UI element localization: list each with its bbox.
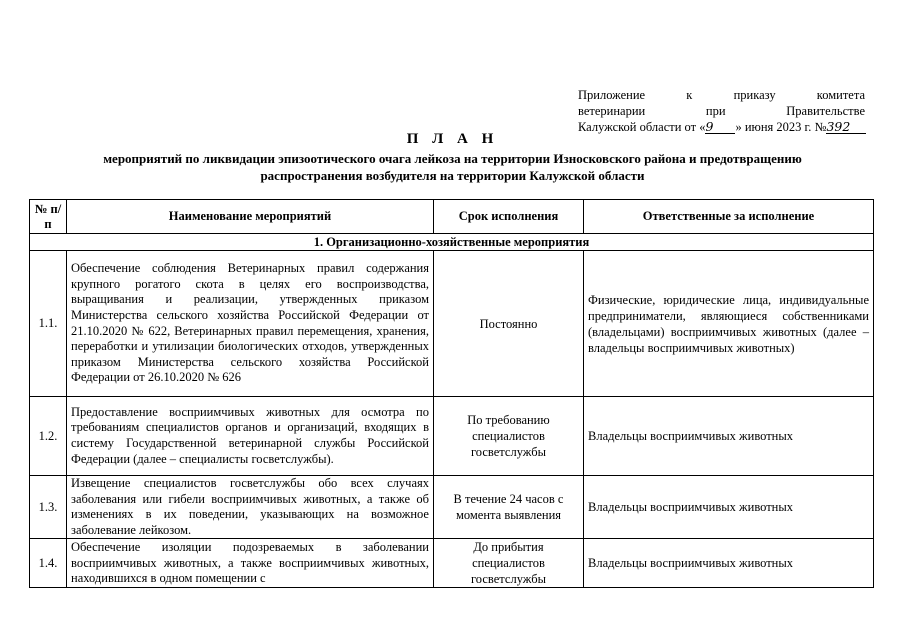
table-row [30, 251, 874, 397]
row-num: 1.1. [30, 251, 67, 397]
row-resp: Владельцы восприимчивых животных [584, 476, 874, 539]
section-title: 1. Организационно-хозяйственные мероприятия [30, 234, 874, 251]
row-term: Постоянно [434, 251, 584, 397]
row-name: Обеспечение изоляции подозреваемых в заболевании восприимчивых животных, а также восприимчивых животных, находившихся в одном помещении с [67, 539, 434, 588]
header-name: Наименование мероприятий [67, 200, 434, 234]
header-num: № п/п [30, 200, 67, 234]
document-title: П Л А Н [406, 131, 499, 147]
appendix-date-prefix: Калужской области от « [578, 120, 706, 134]
appendix-date-middle: » июня 2023 г. № [735, 120, 827, 134]
appendix-note [578, 87, 865, 135]
table-row [30, 539, 874, 588]
row-resp: Владельцы восприимчивых животных [584, 539, 874, 588]
table-header-row [30, 200, 874, 234]
plan-table [29, 199, 874, 588]
row-name: Обеспечение соблюдения Ветеринарных правил содержания крупного рогатого скота в целях его воспроизводства, выращивания и реализации, утвержденных приказом Министерства сельского хозяйства Российской Федерации от 21.10.2020 № 622, Ветеринарных правил перемещения, хранения, переработки и утилизации биологических отходов, утвержденных приказом Министерства сельского хозяйства Российской Федерации от 26.10.2020 № 626 [67, 251, 434, 397]
row-num: 1.2. [30, 397, 67, 476]
header-term: Срок исполнения [434, 200, 584, 234]
row-term: По требованию специалистов госветслужбы [434, 397, 584, 476]
row-term: В течение 24 часов с момента выявления [434, 476, 584, 539]
row-name: Извещение специалистов госветслужбы обо всех случаях заболевания или гибели восприимчивых животных, а также об изменениях в их поведении, указывающих на возможное заболевание лейкозом. [67, 476, 434, 539]
document-subtitle: мероприятий по ликвидации эпизоотического очага лейкоза на территории Износковского района и предотвращению распространения возбудителя на территории Калужской области [103, 151, 802, 183]
section-row [30, 234, 874, 251]
row-term: До прибытия специалистов госветслужбы [434, 539, 584, 588]
header-resp: Ответственные за исполнение [584, 200, 874, 234]
appendix-line-2: ветеринарии при Правительстве [578, 104, 865, 118]
appendix-line-1: Приложение к приказу комитета [578, 88, 865, 102]
row-num: 1.3. [30, 476, 67, 539]
row-name: Предоставление восприимчивых животных для осмотра по требованиям специалистов органов и организаций, входящих в систему Государственной ветеринарной службы Российской Федерации (далее – специалисты госветслужбы). [67, 397, 434, 476]
handwritten-day: 9 [705, 120, 735, 134]
handwritten-order-number: 392 [826, 120, 866, 134]
table-row [30, 476, 874, 539]
row-resp: Физические, юридические лица, индивидуальные предприниматели, являющиеся собственниками (владельцами) восприимчивых животных (далее – владельцы восприимчивых животных) [584, 251, 874, 397]
row-resp: Владельцы восприимчивых животных [584, 397, 874, 476]
table-row [30, 397, 874, 476]
row-num: 1.4. [30, 539, 67, 588]
